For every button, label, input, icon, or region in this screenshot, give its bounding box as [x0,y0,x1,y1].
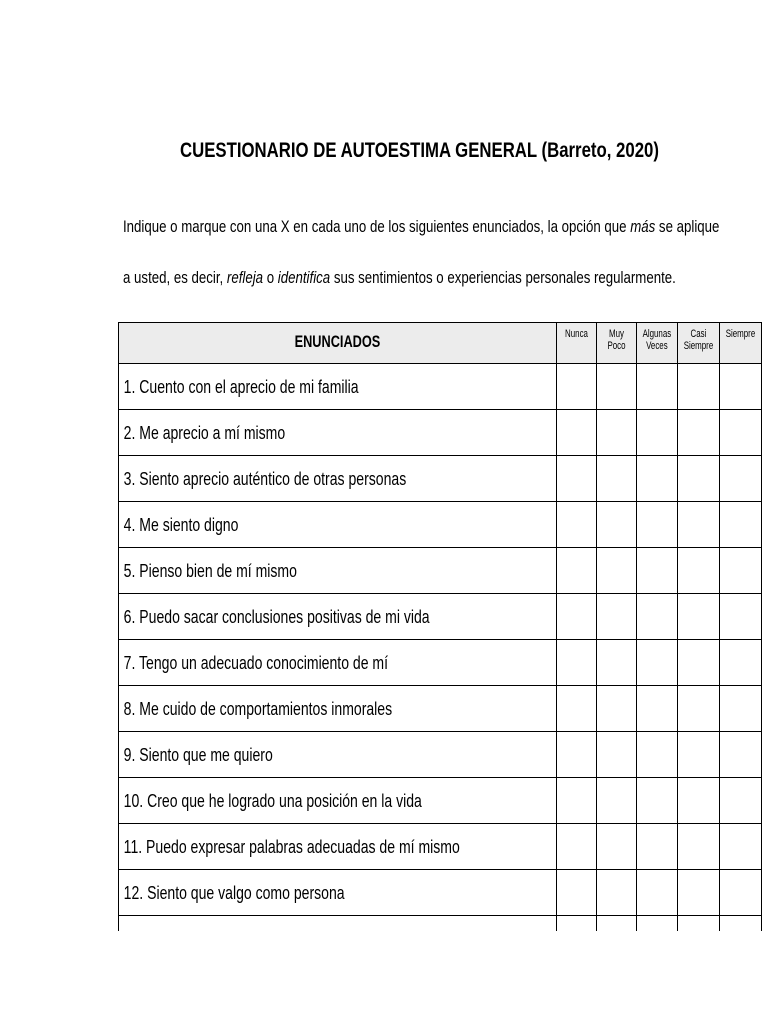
answer-cell[interactable] [556,548,596,594]
answer-mark-area[interactable] [637,548,677,593]
instructions-emphasis: refleja [226,268,264,287]
answer-cell[interactable] [556,364,596,410]
statement-text: 5. Pienso bien de mí mismo [123,561,297,581]
table-row [119,410,762,456]
instructions-text: sus sentimientos o experiencias personales regularmente. [330,268,676,287]
answer-cell[interactable] [596,640,636,686]
answer-mark-area[interactable] [637,410,677,455]
answer-mark-area[interactable] [597,686,636,731]
answer-mark-area[interactable] [557,456,596,501]
answer-cell[interactable] [596,778,636,824]
statement-text: 3. Siento aprecio auténtico de otras personas [123,469,407,489]
answer-cell[interactable] [556,594,596,640]
statement-text: 4. Me siento digno [123,515,239,535]
answer-cell[interactable] [636,548,677,594]
answer-cell[interactable] [677,364,719,410]
answer-cell[interactable] [636,732,677,778]
header-option-muy-poco [596,323,636,364]
answer-cell[interactable] [596,686,636,732]
answer-cell[interactable] [556,686,596,732]
statement-cell [119,502,557,548]
answer-cell[interactable] [677,870,719,916]
instructions-text: se aplique [655,217,720,236]
instructions-emphasis: más [630,217,656,236]
statement-cell [119,548,557,594]
answer-mark-area[interactable] [720,456,761,501]
answer-cell[interactable] [556,778,596,824]
answer-cell[interactable] [636,410,677,456]
header-option-label [642,323,671,352]
statement-text: 8. Me cuido de comportamientos inmorales [123,699,393,719]
answer-cell[interactable] [556,640,596,686]
answer-mark-area[interactable] [678,778,719,823]
header-option-line: Algunas [642,328,672,340]
answer-mark-area[interactable] [637,686,677,731]
answer-mark-area[interactable] [597,410,636,455]
header-option-line: Casi [690,328,707,340]
header-statements-label: ENUNCIADOS [294,332,381,351]
table-header-row [119,323,762,364]
header-option-line: Siempre [725,328,755,340]
answer-mark-area[interactable] [720,778,761,823]
answer-mark-area[interactable] [597,870,636,915]
answer-mark-area[interactable] [637,778,677,823]
header-option-siempre [719,323,761,364]
answer-cell[interactable] [719,364,761,410]
answer-cell[interactable] [677,594,719,640]
instructions-line-2 [123,268,676,288]
header-option-casi-siempre [677,323,719,364]
header-option-label [602,323,630,352]
answer-mark-area[interactable] [720,640,761,685]
answer-mark-area[interactable] [678,870,719,915]
statement-cell [119,594,557,640]
answer-mark-area[interactable] [557,640,596,685]
header-option-line: Poco [607,340,626,352]
answer-cell[interactable] [677,824,719,870]
answer-mark-area[interactable] [678,548,719,593]
statement-cell [119,640,557,686]
answer-cell[interactable] [719,778,761,824]
header-option-line: Veces [646,340,668,352]
table-row [119,824,762,870]
statement-text: 7. Tengo un adecuado conocimiento de mí [123,653,389,673]
answer-mark-area[interactable] [678,732,719,777]
answer-cell[interactable] [556,870,596,916]
table-row [119,456,762,502]
table-row [119,548,762,594]
answer-mark-area[interactable] [678,824,719,869]
answer-cell[interactable] [596,502,636,548]
header-statements [119,323,557,364]
answer-cell[interactable] [719,502,761,548]
answer-mark-area[interactable] [557,364,596,409]
answer-cell[interactable] [719,456,761,502]
answer-mark-area[interactable] [637,870,677,915]
answer-cell[interactable] [677,778,719,824]
answer-cell[interactable] [719,732,761,778]
answer-cell[interactable] [596,456,636,502]
answer-cell[interactable] [596,410,636,456]
answer-mark-area[interactable] [720,594,761,639]
answer-cell[interactable] [636,870,677,916]
page-cutoff [0,931,768,1024]
statement-text: 12. Siento que valgo como persona [123,883,345,903]
questionnaire-table [118,322,762,962]
answer-cell[interactable] [719,640,761,686]
header-option-algunas-veces [636,323,677,364]
statement-text: 1. Cuento con el aprecio de mi familia [123,377,359,397]
answer-mark-area[interactable] [720,502,761,547]
answer-cell[interactable] [677,502,719,548]
answer-cell[interactable] [556,732,596,778]
answer-cell[interactable] [556,824,596,870]
instructions-text: o [263,268,278,287]
table-row [119,686,762,732]
statement-text: 6. Puedo sacar conclusiones positivas de mi vida [123,607,430,627]
answer-mark-area[interactable] [597,548,636,593]
answer-cell[interactable] [636,824,677,870]
answer-mark-area[interactable] [720,364,761,409]
table-row [119,732,762,778]
answer-cell[interactable] [556,502,596,548]
answer-cell[interactable] [636,686,677,732]
answer-mark-area[interactable] [557,824,596,869]
answer-cell[interactable] [596,824,636,870]
answer-mark-area[interactable] [597,594,636,639]
answer-cell[interactable] [677,732,719,778]
answer-mark-area[interactable] [597,456,636,501]
statement-text: 9. Siento que me quiero [123,745,273,765]
answer-mark-area[interactable] [597,502,636,547]
answer-cell[interactable] [719,870,761,916]
statement-cell [119,410,557,456]
answer-mark-area[interactable] [678,686,719,731]
instructions-emphasis: identifica [277,268,331,287]
answer-mark-area[interactable] [637,364,677,409]
table-row [119,640,762,686]
answer-mark-area[interactable] [597,364,636,409]
answer-mark-area[interactable] [637,502,677,547]
header-option-nunca [556,323,596,364]
answer-mark-area[interactable] [557,778,596,823]
answer-mark-area[interactable] [720,824,761,869]
answer-mark-area[interactable] [720,870,761,915]
answer-cell[interactable] [719,686,761,732]
answer-cell[interactable] [596,594,636,640]
answer-mark-area[interactable] [720,732,761,777]
answer-cell[interactable] [677,456,719,502]
answer-mark-area[interactable] [557,732,596,777]
answer-cell[interactable] [677,548,719,594]
header-option-line: Nunca [564,328,588,340]
answer-mark-area[interactable] [678,364,719,409]
answer-mark-area[interactable] [637,594,677,639]
answer-cell[interactable] [596,364,636,410]
answer-mark-area[interactable] [678,502,719,547]
answer-mark-area[interactable] [637,456,677,501]
answer-mark-area[interactable] [720,410,761,455]
answer-cell[interactable] [677,640,719,686]
statement-text: 2. Me aprecio a mí mismo [123,423,286,443]
table-row [119,364,762,410]
answer-mark-area[interactable] [720,548,761,593]
answer-cell[interactable] [556,410,596,456]
header-option-label [725,323,754,340]
answer-cell[interactable] [636,502,677,548]
answer-mark-area[interactable] [597,778,636,823]
answer-cell[interactable] [719,548,761,594]
answer-cell[interactable] [677,410,719,456]
answer-cell[interactable] [636,456,677,502]
statement-text: 10. Creo que he logrado una posición en la vida [123,791,422,811]
statement-cell [119,686,557,732]
table-row [119,502,762,548]
answer-mark-area[interactable] [557,410,596,455]
answer-mark-area[interactable] [557,686,596,731]
header-option-line: Muy [608,328,624,340]
statement-cell [119,824,557,870]
page-title: CUESTIONARIO DE AUTOESTIMA GENERAL (Barreto, 2020) [180,138,659,162]
table-row [119,870,762,916]
statement-text: 11. Puedo expresar palabras adecuadas de mí mismo [123,837,460,857]
instructions-line-1 [123,217,719,237]
table-row [119,778,762,824]
answer-mark-area[interactable] [678,410,719,455]
questionnaire-body [119,364,762,962]
statement-cell [119,456,557,502]
answer-mark-area[interactable] [597,824,636,869]
statement-cell [119,732,557,778]
answer-mark-area[interactable] [597,732,636,777]
answer-mark-area[interactable] [557,594,596,639]
answer-mark-area[interactable] [637,824,677,869]
answer-cell[interactable] [636,594,677,640]
header-option-line: Siempre [683,340,713,352]
answer-mark-area[interactable] [678,456,719,501]
answer-cell[interactable] [719,824,761,870]
answer-cell[interactable] [677,686,719,732]
statement-cell [119,364,557,410]
answer-mark-area[interactable] [557,548,596,593]
answer-cell[interactable] [596,548,636,594]
answer-cell[interactable] [636,778,677,824]
answer-cell[interactable] [719,594,761,640]
answer-mark-area[interactable] [637,640,677,685]
answer-mark-area[interactable] [720,686,761,731]
header-option-label [562,323,590,340]
answer-mark-area[interactable] [678,594,719,639]
table-row [119,594,762,640]
statement-cell [119,778,557,824]
answer-mark-area[interactable] [557,502,596,547]
answer-mark-area[interactable] [678,640,719,685]
answer-cell[interactable] [636,640,677,686]
answer-cell[interactable] [596,870,636,916]
answer-mark-area[interactable] [597,640,636,685]
instructions-text: a usted, es decir, [123,268,227,287]
instructions-text: Indique o marque con una X en cada uno de los siguientes enunciados, la opción que [123,217,631,236]
statement-cell [119,870,557,916]
header-option-label [683,323,712,352]
answer-mark-area[interactable] [557,870,596,915]
answer-cell[interactable] [556,456,596,502]
answer-cell[interactable] [596,732,636,778]
answer-cell[interactable] [719,410,761,456]
answer-mark-area[interactable] [637,732,677,777]
answer-cell[interactable] [636,364,677,410]
